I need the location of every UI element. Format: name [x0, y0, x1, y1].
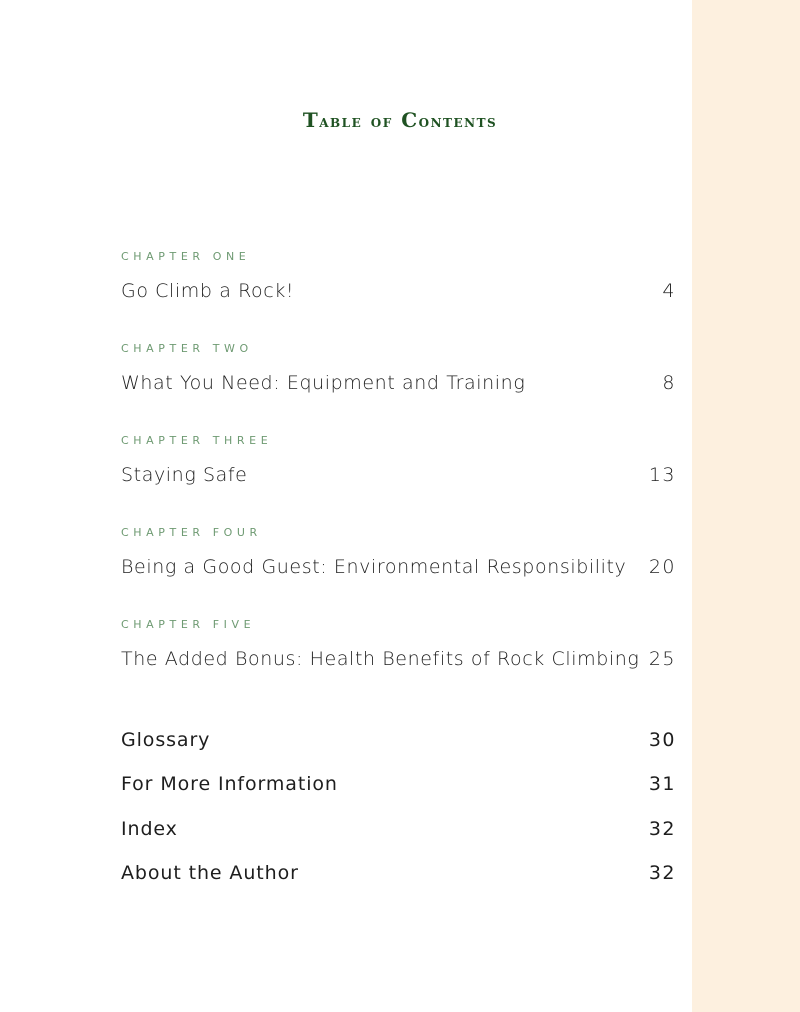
page-number: 4: [662, 280, 676, 302]
page-number: 31: [648, 773, 676, 795]
page-number: 13: [648, 464, 676, 486]
toc-entry-index[interactable]: [121, 814, 676, 844]
toc-entry[interactable]: [121, 644, 676, 674]
chapter-title: Being a Good Guest: Environmental Responsibility: [121, 556, 627, 578]
toc-entry-about-author[interactable]: [121, 858, 676, 888]
entry-title: For More Information: [121, 773, 338, 795]
chapter-label: CHAPTER FOUR: [121, 526, 262, 539]
chapter-four: [121, 526, 676, 582]
page-number: 25: [648, 648, 676, 670]
chapter-label: CHAPTER ONE: [121, 250, 251, 263]
chapter-title: Staying Safe: [121, 464, 248, 486]
toc-title-of: of: [370, 112, 393, 132]
toc-entry-more-information[interactable]: [121, 769, 676, 799]
toc-title-initial-2: C: [401, 108, 419, 132]
chapter-title: What You Need: Equipment and Training: [121, 372, 526, 394]
chapter-title: Go Climb a Rock!: [121, 280, 295, 302]
page-number: 8: [662, 372, 676, 394]
entry-title: About the Author: [121, 862, 299, 884]
toc-entry[interactable]: [121, 552, 676, 582]
chapter-two: [121, 342, 676, 398]
toc-title-initial-1: T: [302, 108, 320, 132]
page-number: 32: [648, 862, 676, 884]
toc-title-rest-1: able: [319, 112, 363, 132]
toc-entry[interactable]: [121, 276, 676, 306]
chapter-one: [121, 250, 676, 306]
chapter-title: The Added Bonus: Health Benefits of Rock Climbing: [121, 648, 640, 670]
toc-entry-glossary[interactable]: [121, 725, 676, 755]
page-number: 20: [648, 556, 676, 578]
page-number: 32: [648, 818, 676, 840]
chapter-five: [121, 618, 676, 674]
toc-entry[interactable]: [121, 460, 676, 490]
entry-title: Index: [121, 818, 178, 840]
entry-title: Glossary: [121, 729, 211, 751]
toc-title-rest-2: ontents: [418, 112, 498, 132]
side-panel: [692, 0, 800, 1012]
toc-title: [0, 108, 800, 132]
chapter-label: CHAPTER TWO: [121, 342, 253, 355]
page-number: 30: [648, 729, 676, 751]
chapter-label: CHAPTER FIVE: [121, 618, 256, 631]
chapter-label: CHAPTER THREE: [121, 434, 273, 447]
toc-entry[interactable]: [121, 368, 676, 398]
chapter-three: [121, 434, 676, 490]
